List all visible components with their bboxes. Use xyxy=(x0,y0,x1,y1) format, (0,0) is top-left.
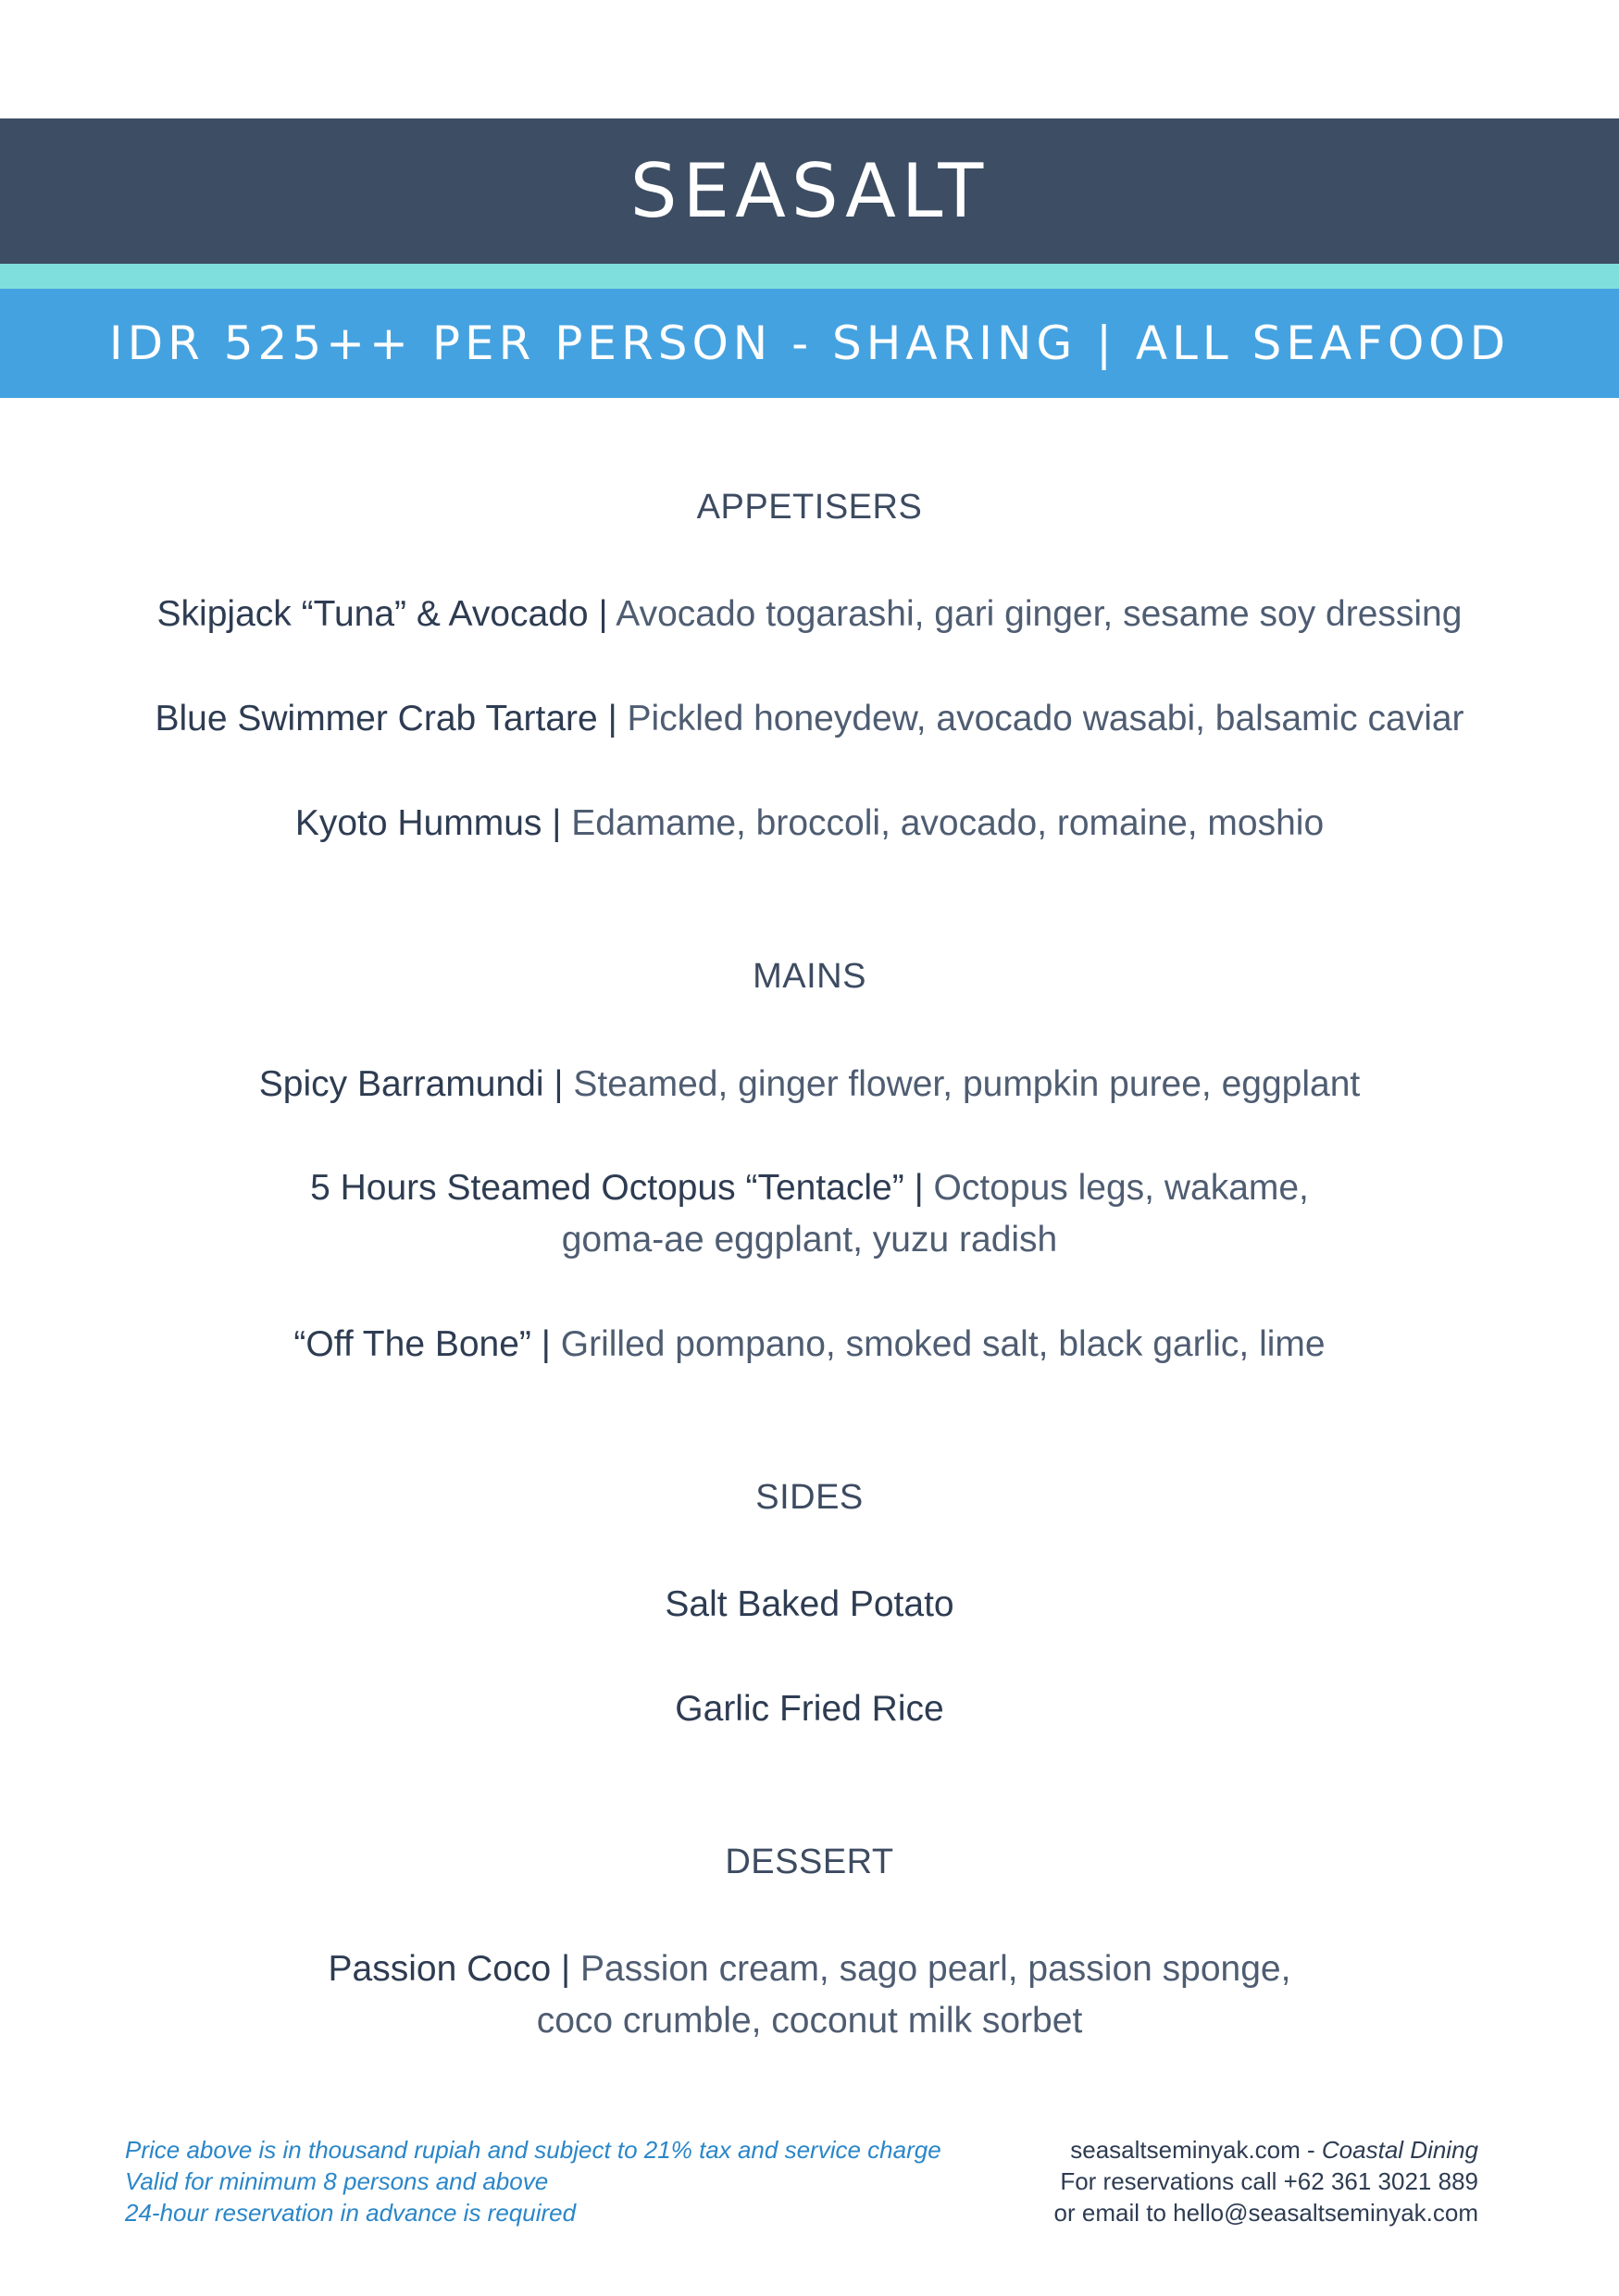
menu-item xyxy=(0,1579,1619,1631)
item-name: Skipjack “Tuna” & Avocado xyxy=(156,594,589,634)
item-description: Passion cream, sago pearl, passion sponge, xyxy=(580,1949,1291,1989)
item-description-line2: coco crumble, coconut milk sorbet xyxy=(536,2001,1083,2041)
item-description: Octopus legs, wakame, xyxy=(933,1168,1309,1208)
item-name: “Off The Bone” xyxy=(293,1324,531,1364)
accent-strip xyxy=(0,264,1619,289)
section-title-dessert: DESSERT xyxy=(725,1843,894,1881)
website-link[interactable]: seasaltseminyak.com - xyxy=(1070,2136,1315,2164)
footer-minimum-note: Valid for minimum 8 persons and above xyxy=(125,2167,549,2195)
item-name: Blue Swimmer Crab Tartare xyxy=(155,699,598,738)
footer-reservation-note: 24-hour reservation in advance is required xyxy=(125,2199,577,2227)
price-band xyxy=(0,289,1619,398)
item-description-line2: goma-ae eggplant, yuzu radish xyxy=(561,1220,1058,1260)
item-description: Steamed, ginger flower, pumpkin puree, eggplant xyxy=(573,1064,1361,1104)
item-description: Grilled pompano, smoked salt, black garlic, lime xyxy=(560,1324,1326,1364)
tagline: Coastal Dining xyxy=(1321,2136,1478,2164)
item-name: Garlic Fried Rice xyxy=(675,1689,944,1729)
item-separator: | xyxy=(552,803,562,843)
item-name: Passion Coco xyxy=(328,1949,552,1989)
seasalt-logo: SEASALT xyxy=(629,147,990,234)
phone-line: For reservations call +62 361 3021 889 xyxy=(1060,2167,1478,2195)
menu-item xyxy=(0,1059,1619,1111)
item-description: Pickled honeydew, avocado wasabi, balsamic caviar xyxy=(627,699,1464,738)
section-title-appetisers: APPETISERS xyxy=(696,488,923,527)
menu-item xyxy=(0,1943,1619,2047)
section-title-mains: MAINS xyxy=(753,957,866,996)
menu-item xyxy=(0,589,1619,640)
item-name: Spicy Barramundi xyxy=(258,1064,544,1104)
item-separator: | xyxy=(561,1949,571,1989)
header-band xyxy=(0,118,1619,264)
item-separator: | xyxy=(598,594,608,634)
section-title-sides: SIDES xyxy=(755,1478,864,1517)
item-description: Edamame, broccoli, avocado, romaine, moshio xyxy=(571,803,1325,843)
item-description: Avocado togarashi, gari ginger, sesame soy dressing xyxy=(616,594,1463,634)
footer-contact xyxy=(1054,2134,1478,2228)
email-line[interactable]: or email to hello@seasaltseminyak.com xyxy=(1053,2199,1478,2227)
menu-item xyxy=(0,798,1619,850)
menu-item xyxy=(0,1319,1619,1371)
price-line: IDR 525++ PER PERSON - SHARING | ALL SEAFOOD xyxy=(108,316,1511,370)
footer-terms xyxy=(125,2134,941,2228)
item-name: Kyoto Hummus xyxy=(294,803,542,843)
item-name: 5 Hours Steamed Octopus “Tentacle” xyxy=(310,1168,904,1208)
menu-item xyxy=(0,1683,1619,1735)
menu-item xyxy=(0,693,1619,745)
item-name: Salt Baked Potato xyxy=(665,1584,954,1624)
footer-price-note: Price above is in thousand rupiah and subject to 21% tax and service charge xyxy=(125,2136,941,2164)
item-separator: | xyxy=(554,1064,564,1104)
item-separator: | xyxy=(914,1168,924,1208)
item-separator: | xyxy=(607,699,617,738)
item-separator: | xyxy=(541,1324,551,1364)
menu-item xyxy=(0,1162,1619,1266)
